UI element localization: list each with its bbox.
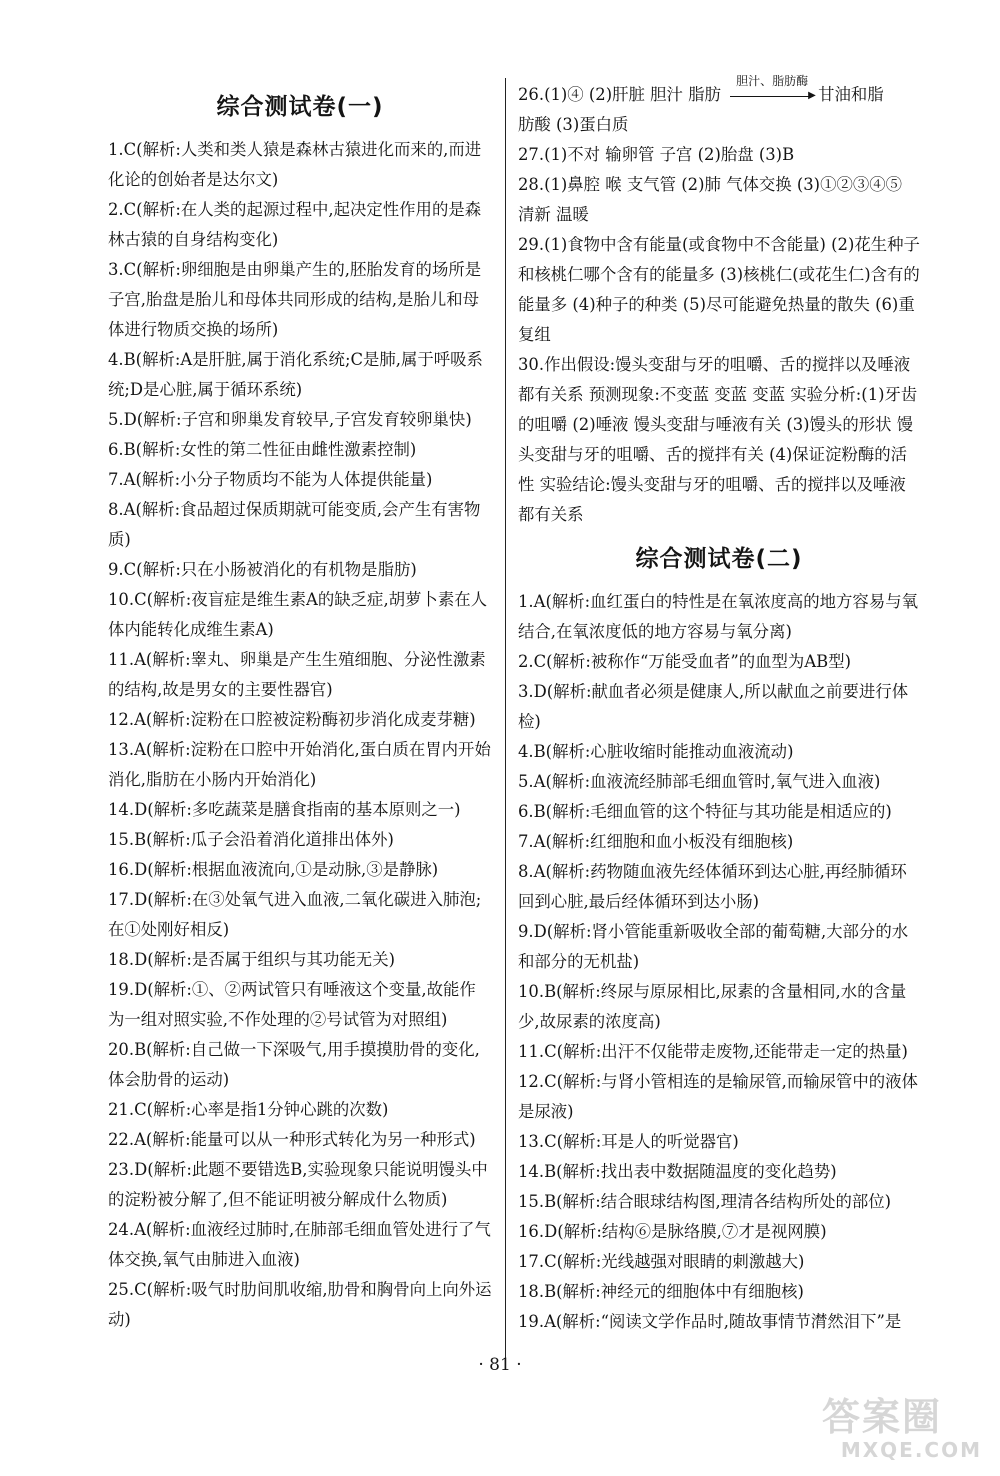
answer-item: 30.作出假设:馒头变甜与牙的咀嚼、舌的搅拌以及唾液都有关系 预测现象:不变蓝 变蓝 变蓝 实验分析:(1)牙齿的咀嚼 (2)唾液 馒头变甜与唾液有关 (3)馒头的形状 馒头变甜与牙的咀嚼、舌的搅拌有关 (4)保证淀粉酶的活性 实验结论:馒头变甜与牙的咀嚼、舌的搅拌以及唾液都有关系 [518,355,918,524]
arrow-shaft [730,96,810,97]
reaction-arrow [726,74,818,110]
answer-item: 3.D(解析:献血者必须是健康人,所以献血之前要进行体检) [518,682,909,731]
left-column [108,80,492,1335]
page-number: · 81 · [478,1355,522,1375]
answer-item: 11.C(解析:出汗不仅能带走废物,还能带走一定的热量) [518,1042,908,1061]
answer-item: 20.B(解析:自己做一下深吸气,用手摸摸肋骨的变化,体会肋骨的运动) [108,1040,480,1089]
answer-item: 13.C(解析:耳是人的听觉器官) [518,1132,739,1151]
answer-item: 13.A(解析:淀粉在口腔中开始消化,蛋白质在胃内开始消化,脂肪在小肠内开始消化) [108,740,491,789]
site-watermark [822,1395,982,1465]
answer-item: 28.(1)鼻腔 喉 支气管 (2)肺 气体交换 (3)①②③④⑤ 清新 温暖 [518,175,903,224]
answer-item: 1.C(解析:人类和类人猿是森林古猿进化而来的,而进化论的创始者是达尔文) [108,140,482,189]
answer-item: 4.B(解析:A是肝脏,属于消化系统;C是肺,属于呼吸系统;D是心脏,属于循环系统) [108,350,483,399]
column-divider [505,78,506,1363]
answer-item: 3.C(解析:卵细胞是由卵巢产生的,胚胎发育的场所是子宫,胎盘是胎儿和母体共同形成的结构,是胎儿和母体进行物质交换的场所) [108,260,482,339]
answer-item: 22.A(解析:能量可以从一种形式转化为另一种形式) [108,1130,476,1149]
answer-26-after-arrow: 甘油和脂 [818,85,884,104]
answer-item: 14.B(解析:找出表中数据随温度的变化趋势) [518,1162,837,1181]
answer-item: 8.A(解析:食品超过保质期就可能变质,会产生有害物质) [108,500,481,549]
answer-item: 25.C(解析:吸气时肋间肌收缩,肋骨和胸骨向上向外运动) [108,1280,492,1329]
answer-item: 1.A(解析:血红蛋白的特性是在氧浓度高的地方容易与氧结合,在氧浓度低的地方容易与氧分离) [518,592,918,641]
answer-item: 21.C(解析:心率是指1分钟心跳的次数) [108,1100,389,1119]
answer-item: 29.(1)食物中含有能量(或食物中不含能量) (2)花生种子和核桃仁哪个含有的能量多 (3)核桃仁(或花生仁)含有的能量多 (4)种子的种类 (5)尽可能避免热量的散失 (6)重复组 [518,235,920,344]
answer-item: 15.B(解析:瓜子会沿着消化道排出体外) [108,830,394,849]
answer-item: 4.B(解析:心脏收缩时能推动血液流动) [518,742,794,761]
answer-item: 17.C(解析:光线越强对眼睛的刺激越大) [518,1252,805,1271]
answer-item: 12.A(解析:淀粉在口腔被淀粉酶初步消化成麦芽糖) [108,710,476,729]
answer-item: 10.C(解析:夜盲症是维生素A的缺乏症,胡萝卜素在人体内能转化成维生素A) [108,590,487,639]
answer-item: 19.D(解析:①、②两试管只有唾液这个变量,故能作为一组对照实验,不作处理的②号试管为对照组) [108,980,476,1029]
answer-item: 19.A(解析:“阅读文学作品时,随故事情节潸然泪下”是 [518,1312,902,1331]
answer-item: 17.D(解析:在③处氧气进入血液,二氧化碳进入肺泡;在①处刚好相反) [108,890,482,939]
answer-item: 18.B(解析:神经元的细胞体中有细胞核) [518,1282,804,1301]
answer-item: 2.C(解析:被称作“万能受血者”的血型为AB型) [518,652,851,671]
answer-item: 14.D(解析:多吃蔬菜是膳食指南的基本原则之一) [108,800,461,819]
watermark-logo: 答案圈 [822,1395,943,1439]
answer-list-test-1-continued [518,140,920,530]
section-title-test-2: 综合测试卷(二) [635,546,803,572]
answer-item: 8.A(解析:药物随血液先经体循环到达心脏,再经肺循环回到心脏,最后经体循环到达小肠) [518,862,907,911]
answer-item: 11.A(解析:睾丸、卵巢是产生生殖细胞、分泌性激素的结构,故是男女的主要性器官) [108,650,486,699]
answer-item: 5.D(解析:子宫和卵巢发育较早,子宫发育较卵巢快) [108,410,472,429]
answer-item: 18.D(解析:是否属于组织与其功能无关) [108,950,395,969]
answer-item: 24.A(解析:血液经过肺时,在肺部毛细血管处进行了气体交换,氧气由肺进入血液) [108,1220,491,1269]
answer-item: 5.A(解析:血液流经肺部毛细血管时,氧气进入血液) [518,772,881,791]
answer-item: 16.D(解析:根据血液流向,①是动脉,③是静脉) [108,860,439,879]
answer-item: 9.D(解析:肾小管能重新吸收全部的葡萄糖,大部分的水和部分的无机盐) [518,922,909,971]
section-title-test-1: 综合测试卷(一) [216,94,384,120]
answer-item: 27.(1)不对 输卵管 子宫 (2)胎盘 (3)B [518,145,795,164]
answer-item: 6.B(解析:女性的第二性征由雌性激素控制) [108,440,417,459]
answer-item: 2.C(解析:在人类的起源过程中,起决定性作用的是森林古猿的自身结构变化) [108,200,482,249]
answer-item: 15.B(解析:结合眼球结构图,理清各结构所处的部位) [518,1192,892,1211]
watermark-site: MXQE.COM [840,1438,982,1462]
answer-item: 12.C(解析:与肾小管相连的是输尿管,而输尿管中的液体是尿液) [518,1072,918,1121]
answer-item: 9.C(解析:只在小肠被消化的有机物是脂肪) [108,560,417,579]
answer-list-test-2 [518,587,920,1337]
right-column [518,74,920,1337]
answer-item: 7.A(解析:小分子物质均不能为人体提供能量) [108,470,433,489]
arrow-head-icon: ▶ [808,90,816,101]
answer-26-line-2: 肪酸 (3)蛋白质 [518,115,629,134]
answer-item-26 [518,74,920,140]
answer-item: 10.B(解析:终尿与原尿相比,尿素的含量相同,水的含量少,故尿素的浓度高) [518,982,907,1031]
answer-item: 23.D(解析:此题不要错选B,实验现象只能说明馒头中的淀粉被分解了,但不能证明被分解成什么物质) [108,1160,488,1209]
answer-26-before-arrow: 26.(1)④ (2)肝脏 胆汁 脂肪 [518,85,721,104]
answer-item: 7.A(解析:红细胞和血小板没有细胞核) [518,832,794,851]
answer-list-test-1 [108,135,492,1335]
answer-item: 16.D(解析:结构⑥是脉络膜,⑦才是视网膜) [518,1222,827,1241]
reaction-arrow-label: 胆汁、脂肪酶 [736,74,809,88]
answer-item: 6.B(解析:毛细血管的这个特征与其功能是相适应的) [518,802,892,821]
